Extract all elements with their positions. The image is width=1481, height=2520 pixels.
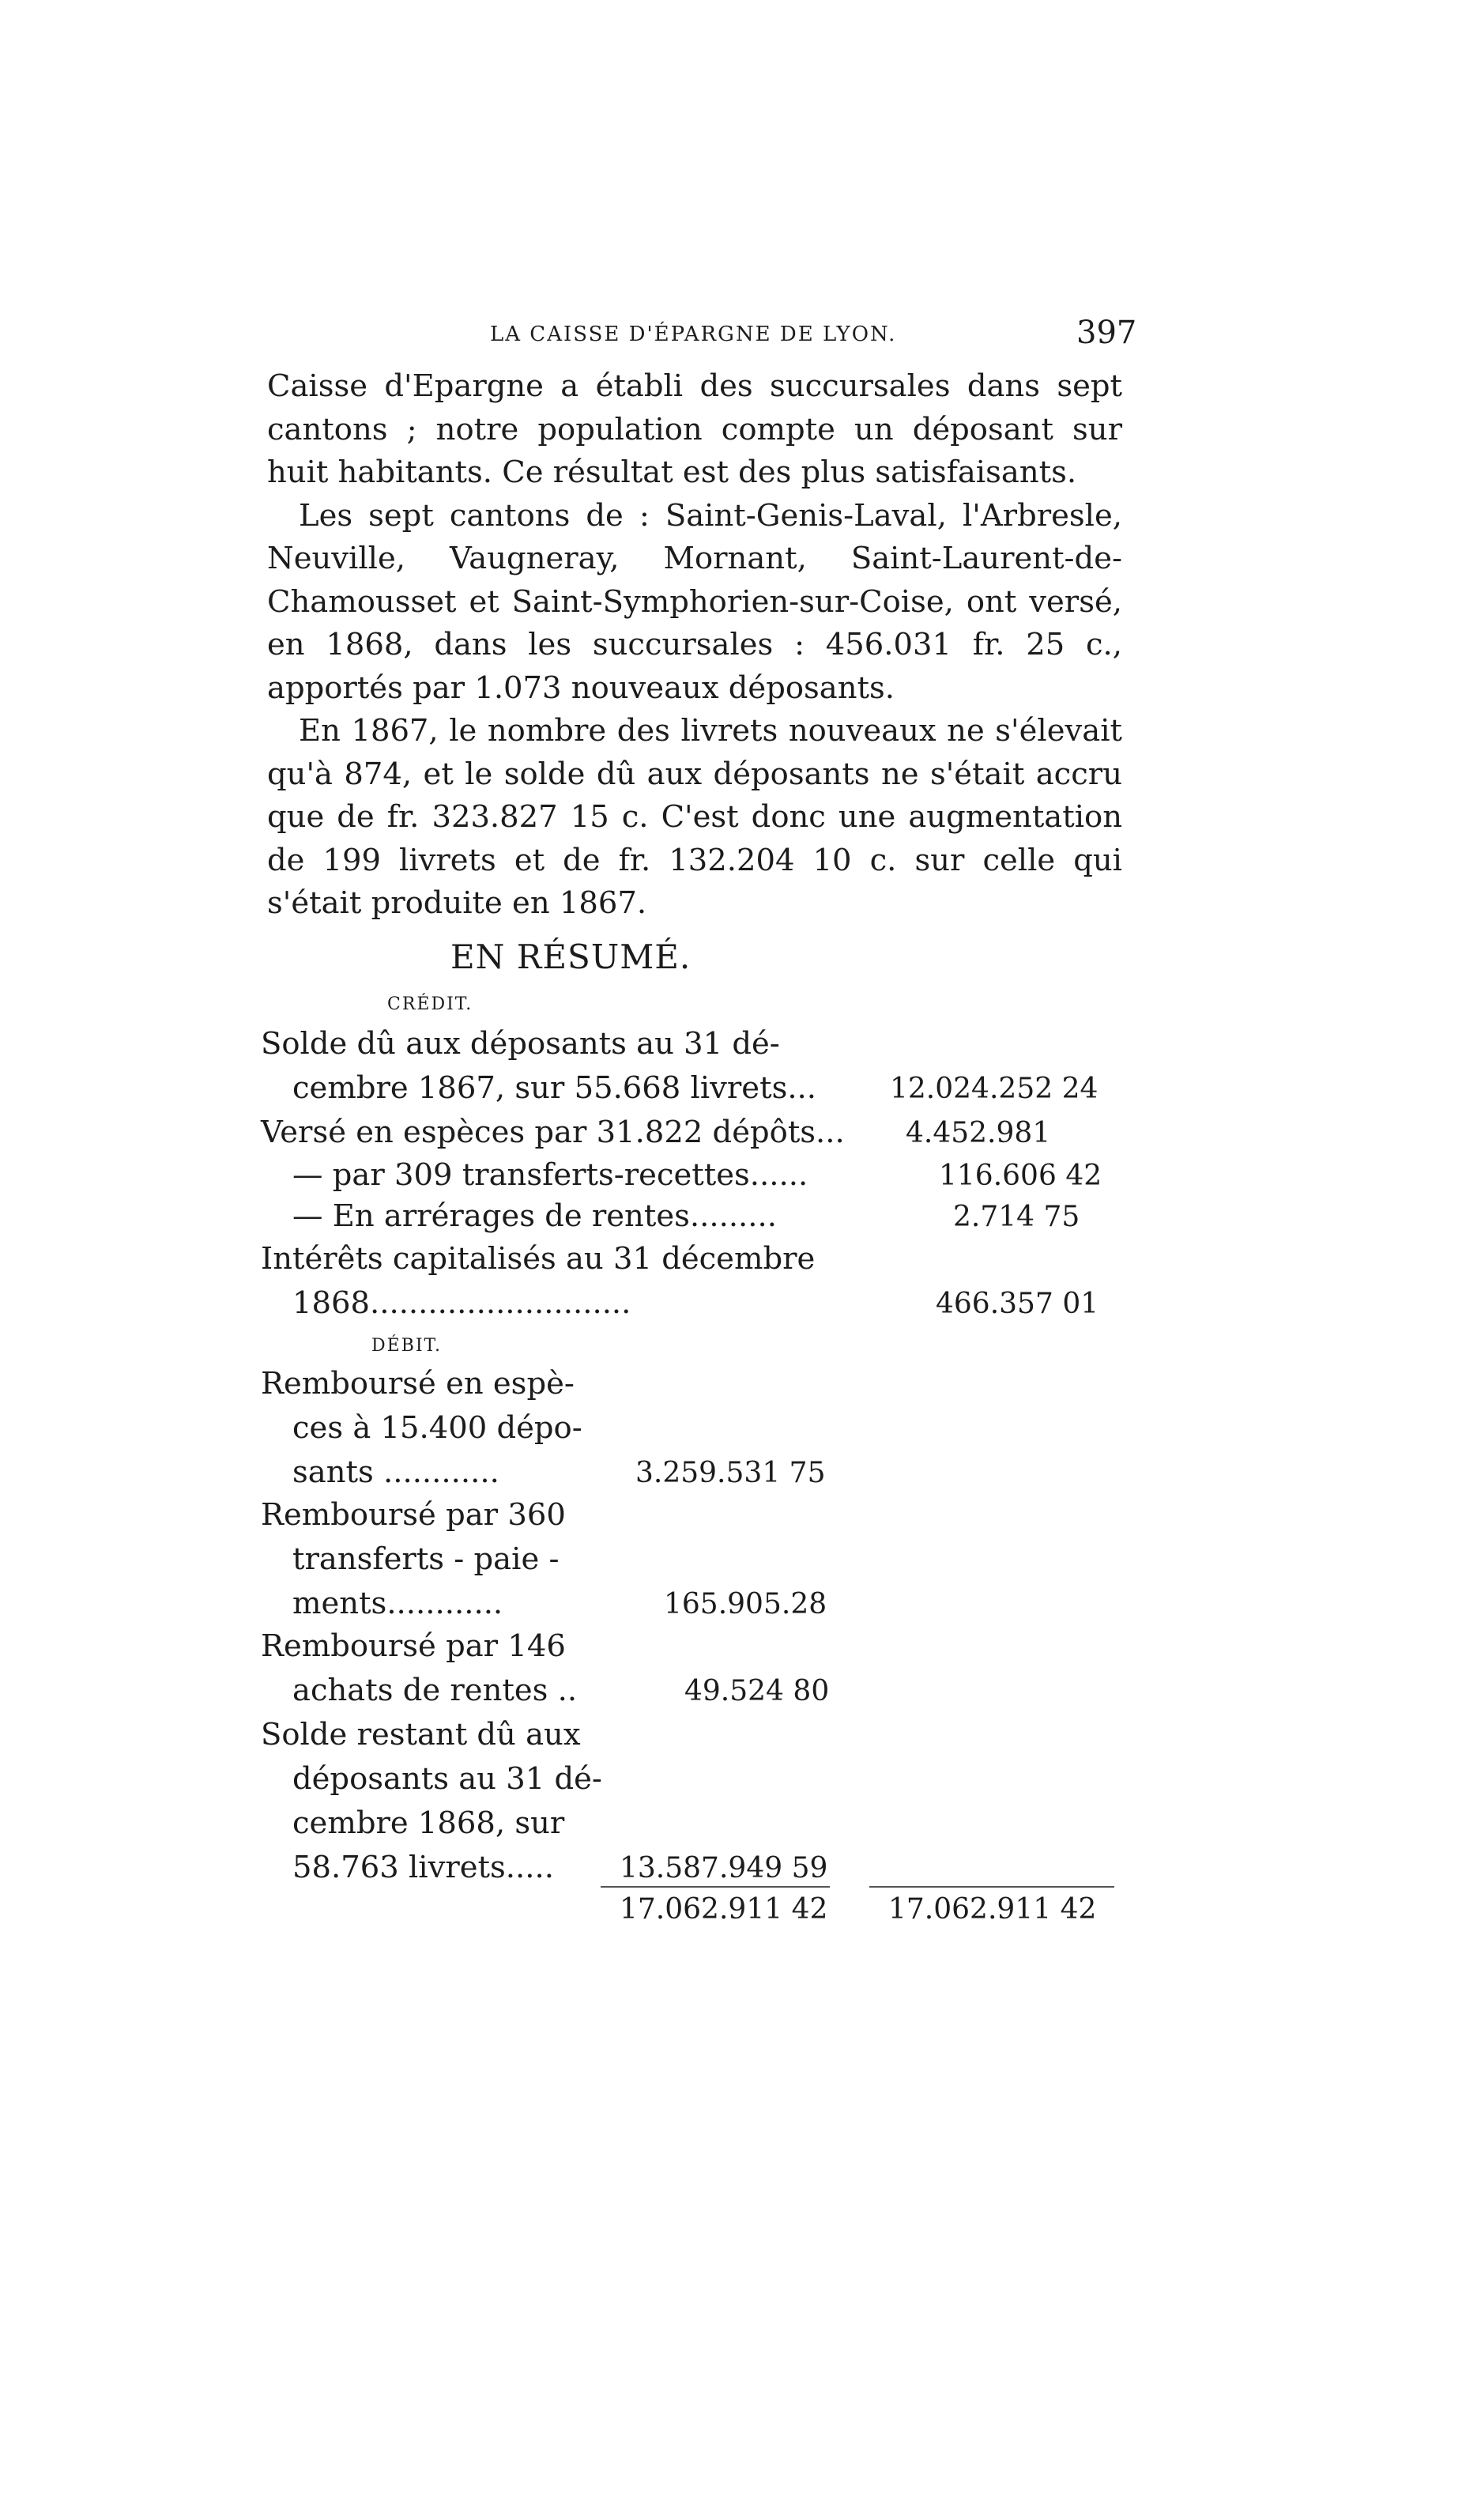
paragraph: En 1867, le nombre des livrets nouveaux ne s'élevait qu'à 874, et le solde dû aux déposants ne s'était accru que de fr. 323.827 15 c. C'est donc une augmentation de 199 livrets et de fr. 132.204 10 c. sur celle qui s'était produite en 1867. (267, 713, 1122, 921)
body-text (267, 365, 1122, 926)
credit-amount: 4.452.981 (906, 1117, 1051, 1149)
debit-amount: 13.587.949 59 (620, 1852, 828, 1884)
debit-row-line: ces à 15.400 dépo- (292, 1410, 582, 1446)
debit-row-line: 58.763 livrets..... (292, 1850, 554, 1885)
debit-row-line: cembre 1868, sur (292, 1805, 565, 1841)
credit-amount: 466.357 01 (936, 1288, 1099, 1320)
debit-row-line: Remboursé par 146 (261, 1628, 566, 1664)
total-rule (601, 1886, 830, 1888)
page-number: 397 (1076, 315, 1137, 351)
credit-amount: 116.606 42 (939, 1160, 1102, 1192)
debit-row-line: achats de rentes .. (292, 1673, 578, 1708)
credit-row-line: Solde dû aux déposants au 31 dé- (261, 1026, 780, 1062)
debit-amount: 3.259.531 75 (635, 1457, 826, 1489)
credit-amount: 12.024.252 24 (890, 1073, 1099, 1105)
debit-row-line: déposants au 31 dé- (292, 1761, 602, 1797)
credit-label: CRÉDIT. (387, 994, 473, 1014)
credit-amount: 2.714 75 (953, 1201, 1080, 1233)
debit-row-line: Remboursé par 360 (261, 1497, 566, 1533)
running-title: LA CAISSE D'ÉPARGNE DE LYON. (490, 323, 897, 346)
debit-row-line: sants ............ (292, 1454, 499, 1490)
debit-row-line: Remboursé en espè- (261, 1366, 575, 1401)
debit-total: 17.062.911 42 (620, 1893, 828, 1926)
debit-row-line: ments............ (292, 1586, 503, 1621)
debit-row-line: transferts - paie - (292, 1541, 560, 1577)
debit-row-line: Solde restant dû aux (261, 1717, 581, 1752)
debit-amount: 165.905.28 (664, 1588, 827, 1620)
paragraph: Les sept cantons de : Saint-Genis-Laval, l'Arbresle, Neuville, Vaugneray, Mornant, Saint-Laurent-de-Chamousset et Saint-Symphorien-sur-Coise, ont versé, en 1868, dans les succursales : 456.031 fr. 25 c., apportés par 1.073 nouveaux déposants. (267, 497, 1122, 706)
credit-row-line: 1868........................... (292, 1285, 631, 1321)
credit-row-line: Intérêts capitalisés au 31 décembre (261, 1241, 816, 1277)
summary-heading: EN RÉSUMÉ. (450, 937, 692, 976)
credit-row-line: — par 309 transferts-recettes...... (292, 1157, 808, 1193)
paragraph: Caisse d'Epargne a établi des succursales dans sept cantons ; notre population compte un déposant sur huit habitants. Ce résultat est des plus satisfaisants. (267, 368, 1122, 490)
debit-label: DÉBIT. (371, 1336, 442, 1356)
credit-row-line: cembre 1867, sur 55.668 livrets... (292, 1070, 817, 1106)
debit-amount: 49.524 80 (684, 1675, 830, 1707)
credit-row-line: Versé en espèces par 31.822 dépôts... (261, 1115, 845, 1150)
credit-total: 17.062.911 42 (888, 1893, 1097, 1926)
credit-row-line: — En arrérages de rentes......... (292, 1198, 778, 1234)
total-rule (869, 1886, 1114, 1888)
